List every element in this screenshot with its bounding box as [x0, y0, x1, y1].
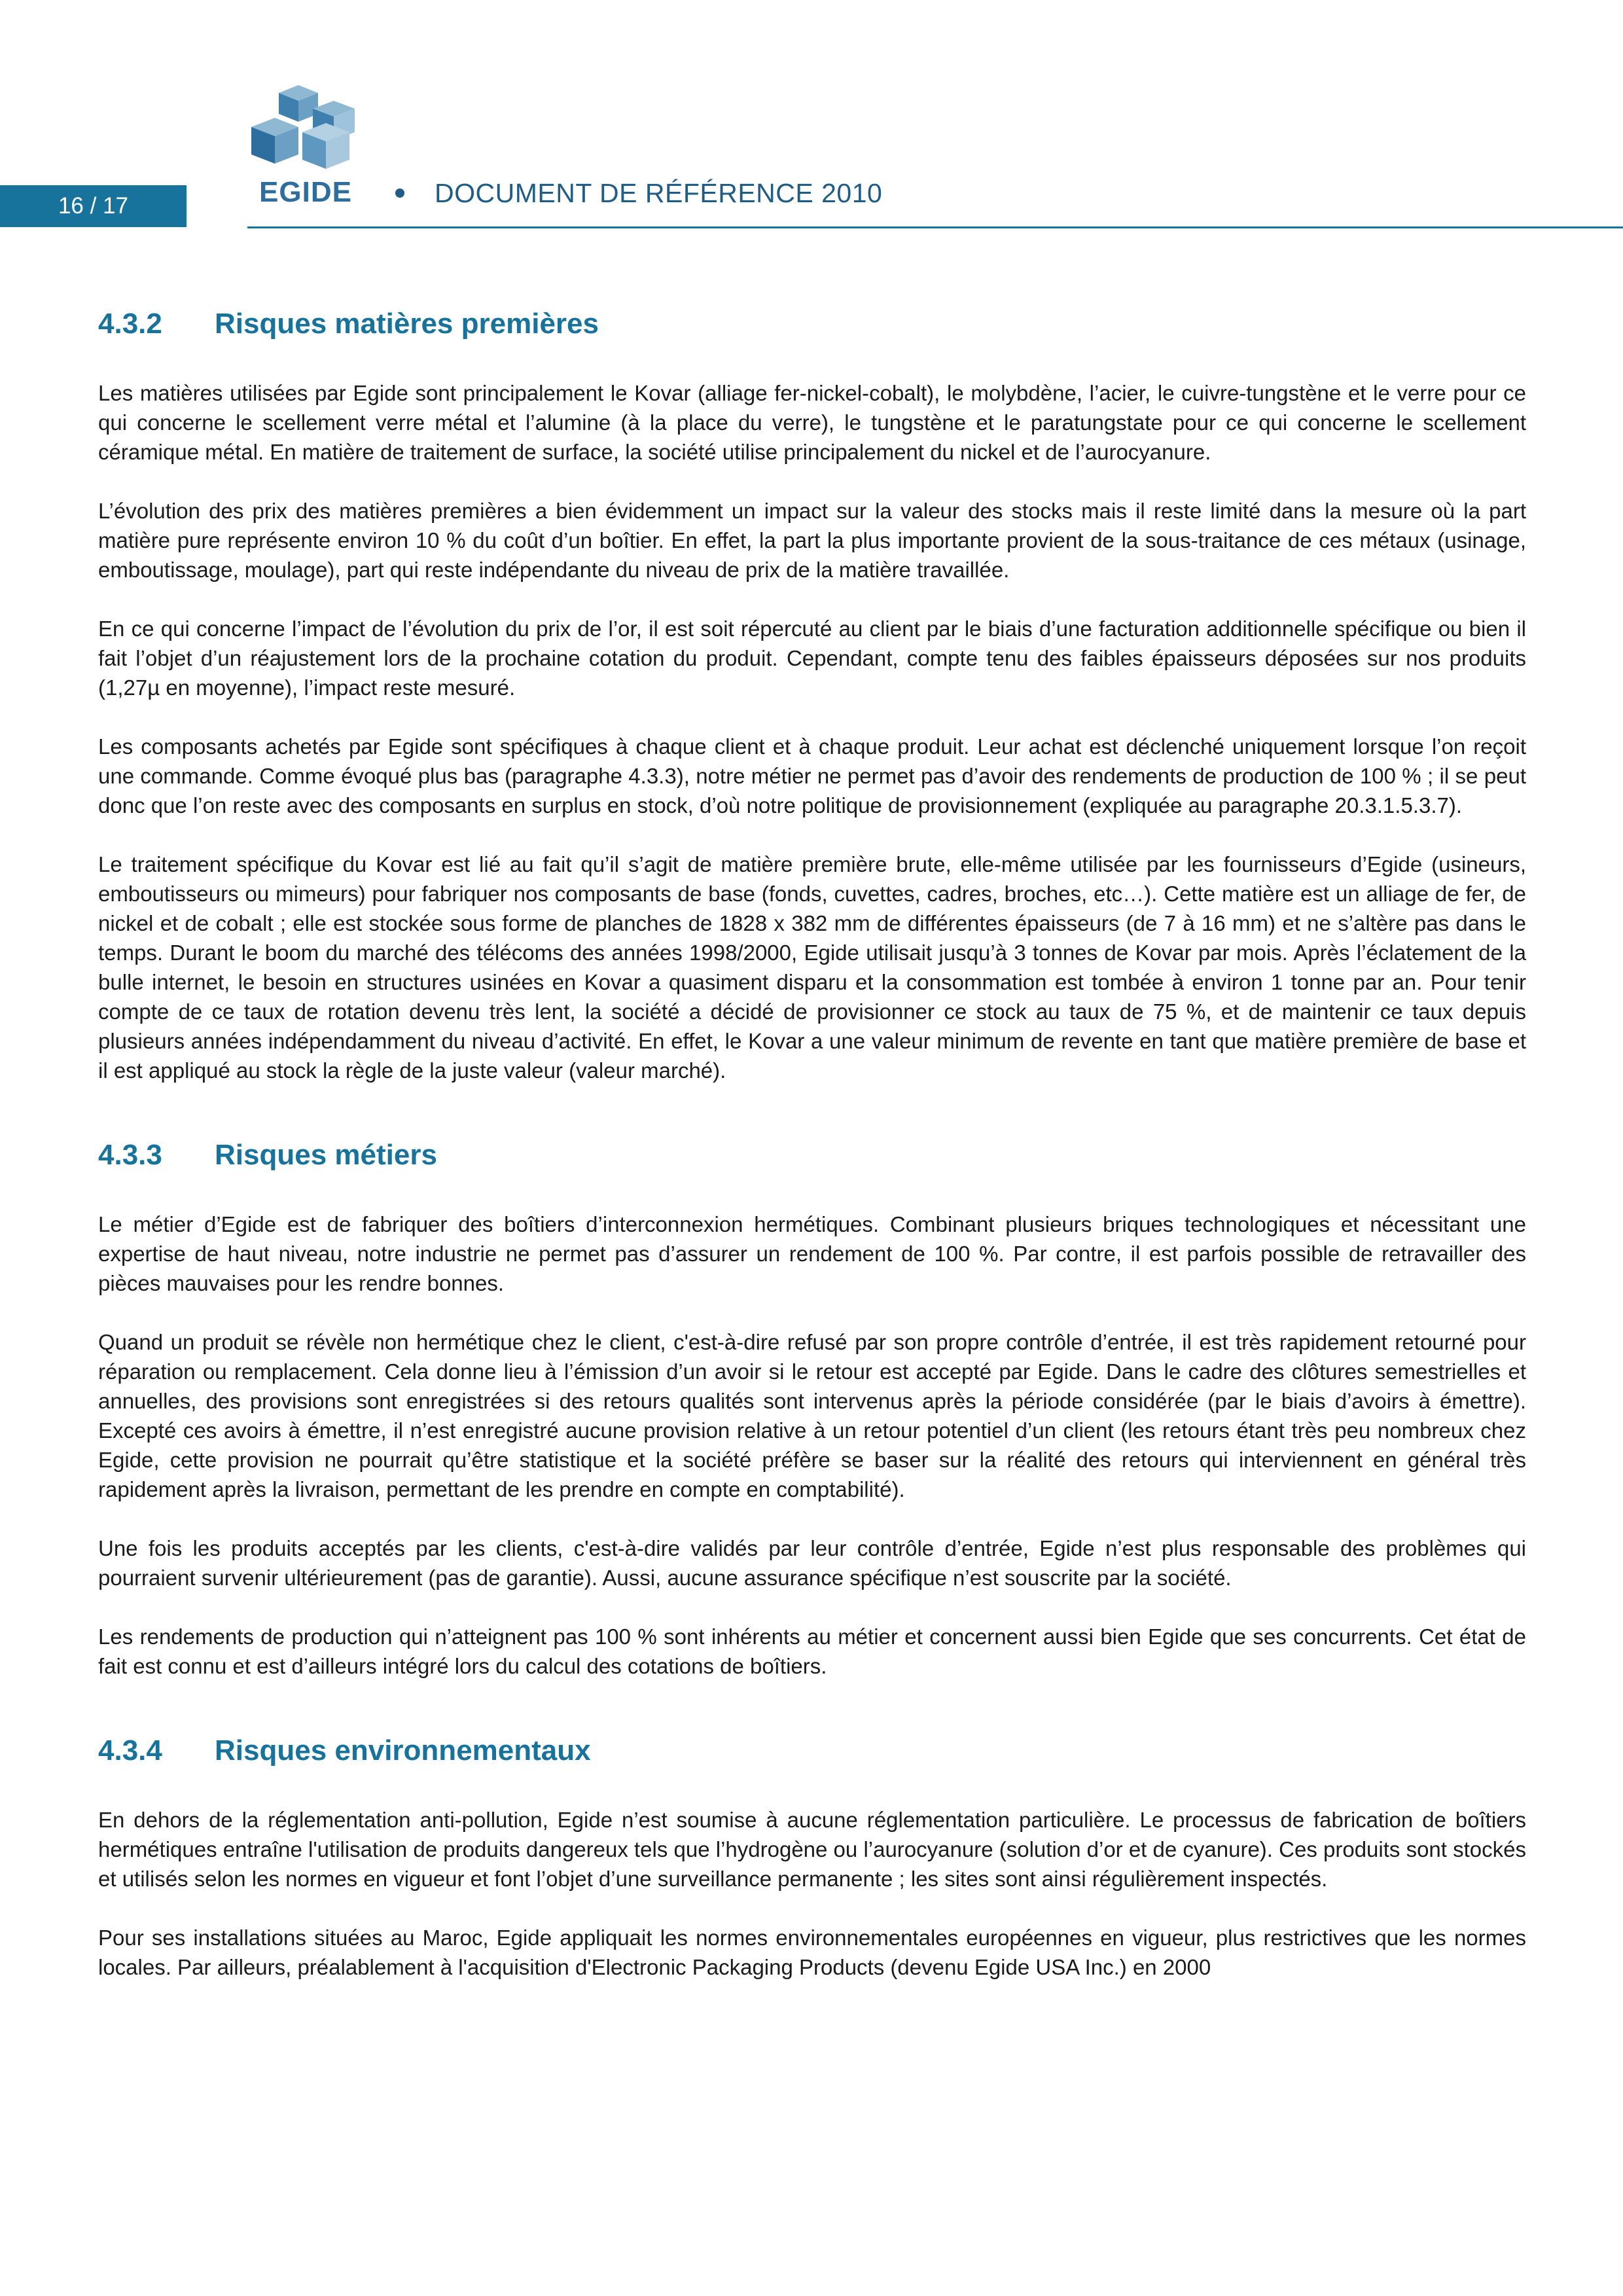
egide-logo: [247, 85, 364, 208]
document-title: DOCUMENT DE RÉFÉRENCE 2010: [435, 178, 883, 208]
paragraph: Le traitement spécifique du Kovar est lié au fait qu’il s’agit de matière première brute, elle-même utilisée par les fournisseurs d’Egide (usineurs, emboutisseurs ou mimeurs) pour fabriquer nos composants de base (fonds, cuvettes, cadres, broches, etc…). Cette matière est un alliage de fer, de nickel et de cobalt ; elle est stockée sous forme de planches de 1828 x 382 mm de différentes épaisseurs (de 7 à 16 mm) et ne s’altère pas dans le temps. Durant le boom du marché des télécoms des années 1998/2000, Egide utilisait jusqu’à 3 tonnes de Kovar par mois. Après l’éclatement de la bulle internet, le besoin en structures usinées en Kovar a quasiment disparu et la consommation est tombée à environ 1 tonne par an. Pour tenir compte de ce taux de rotation devenu très lent, la société a décidé de provisionner ce stock au taux de 75 %, et de maintenir ce taux depuis plusieurs années indépendamment du niveau d’activité. En effet, le Kovar a une valeur minimum de revente en tant que matière première de base et il est appliqué au stock la règle de la juste valeur (valeur marché).: [98, 852, 1526, 1083]
paragraph: Une fois les produits acceptés par les clients, c'est-à-dire validés par leur contrôle d’entrée, Egide n’est plus responsable des problèmes qui pourraient survenir ultérieurement (pas de garantie). Aussi, aucune assurance spécifique n’est souscrite par la société.: [98, 1536, 1526, 1590]
paragraph: Quand un produit se révèle non hermétique chez le client, c'est-à-dire refusé par son propre contrôle d’entrée, il est très rapidement retourné pour réparation ou remplacement. Cela donne lieu à l’émission d’un avoir si le retour est accepté par Egide. Dans le cadre des clôtures semestrielles et annuelles, des provisions sont enregistrées si des retours qualités sont intervenus après la période considérée (par le biais d’avoirs à émettre). Excepté ces avoirs à émettre, il n’est enregistré aucune provision relative à un retour potentiel d’un client (les retours étant très peu nombreux chez Egide, cette provision ne pourrait qu’être statistique et la société préfère se baser sur la réalité des retours qui interviennent en général très rapidement après la livraison, permettant de les prendre en compte en comptabilité).: [98, 1330, 1526, 1501]
section-heading-4-3-3: [98, 1139, 1526, 1172]
document-body: [98, 308, 1526, 2011]
paragraph: En dehors de la réglementation anti-pollution, Egide n’est soumise à aucune réglementation particulière. Le processus de fabrication de boîtiers hermétiques entraîne l'utilisation de produits dangereux tels que l’hydrogène ou l’aurocyanure (solution d’or et de cyanure). Ces produits sont stockés et utilisés selon les normes en vigueur et font l’objet d’une surveillance permanente ; les sites sont ainsi régulièrement inspectés.: [98, 1808, 1526, 1891]
paragraph: Les matières utilisées par Egide sont principalement le Kovar (alliage fer-nickel-cobalt), le molybdène, l’acier, le cuivre-tungstène et le verre pour ce qui concerne le scellement verre métal et l’alumine (à la place du verre), le tungstène et le paratungstate pour ce qui concerne le scellement céramique métal. En matière de traitement de surface, la société utilise principalement du nickel et de l’aurocyanure.: [98, 381, 1526, 464]
paragraph: Les rendements de production qui n’atteignent pas 100 % sont inhérents au métier et concernent aussi bien Egide que ses concurrents. Cet état de fait est connu et est d’ailleurs intégré lors du calcul des cotations de boîtiers.: [98, 1624, 1526, 1678]
header-divider: [247, 226, 1623, 228]
paragraph: L’évolution des prix des matières premières a bien évidemment un impact sur la valeur des stocks mais il reste limité dans la mesure où la part matière pure représente environ 10 % du coût d’un boîtier. En effet, la part la plus importante provient de la sous-traitance de ces métaux (usinage, emboutissage, moulage), part qui reste indépendante du niveau de prix de la matière travaillée.: [98, 499, 1526, 582]
paragraph: Les composants achetés par Egide sont spécifiques à chaque client et à chaque produit. Leur achat est déclenché uniquement lorsque l’on reçoit une commande. Comme évoqué plus bas (paragraphe 4.3.3), notre métier ne permet pas d’avoir des rendements de production de 100 % ; il se peut donc que l’on reste avec des composants en surplus en stock, d’où notre politique de provisionnement (expliquée au paragraphe 20.3.1.5.3.7).: [98, 734, 1526, 817]
section-heading-4-3-2: [98, 308, 1526, 340]
paragraph: En ce qui concerne l’impact de l’évolution du prix de l’or, il est soit répercuté au client par le biais d’une facturation additionnelle spécifique ou bien il fait l’objet d’un réajustement lors de la prochaine cotation du produit. Cependant, compte tenu des faibles épaisseurs déposées sur nos produits (1,27µ en moyenne), l’impact reste mesuré.: [98, 617, 1526, 700]
logo-text: EGIDE: [259, 176, 352, 208]
section-number: 4.3.2: [98, 308, 162, 340]
header-bullet: [395, 188, 404, 198]
section-title: Risques matières premières: [215, 308, 599, 340]
section-title: Risques métiers: [215, 1139, 437, 1171]
section-number: 4.3.4: [98, 1734, 162, 1767]
section-heading-4-3-4: [98, 1734, 1526, 1767]
paragraph: Le métier d’Egide est de fabriquer des boîtiers d’interconnexion hermétiques. Combinant plusieurs briques technologiques et nécessitant une expertise de haut niveau, notre industrie ne permet pas d’assurer un rendement de 100 %. Par contre, il est parfois possible de retravailler des pièces mauvaises pour les rendre bonnes.: [98, 1212, 1526, 1295]
section-title: Risques environnementaux: [215, 1734, 591, 1767]
section-number: 4.3.3: [98, 1139, 162, 1171]
paragraph: Pour ses installations situées au Maroc, Egide appliquait les normes environnementales européennes en vigueur, plus restrictives que les normes locales. Par ailleurs, préalablement à l'acquisition d'Electronic Packaging Products (devenu Egide USA Inc.) en 2000: [98, 1926, 1526, 1979]
page-indicator: 16 / 17: [0, 185, 187, 227]
